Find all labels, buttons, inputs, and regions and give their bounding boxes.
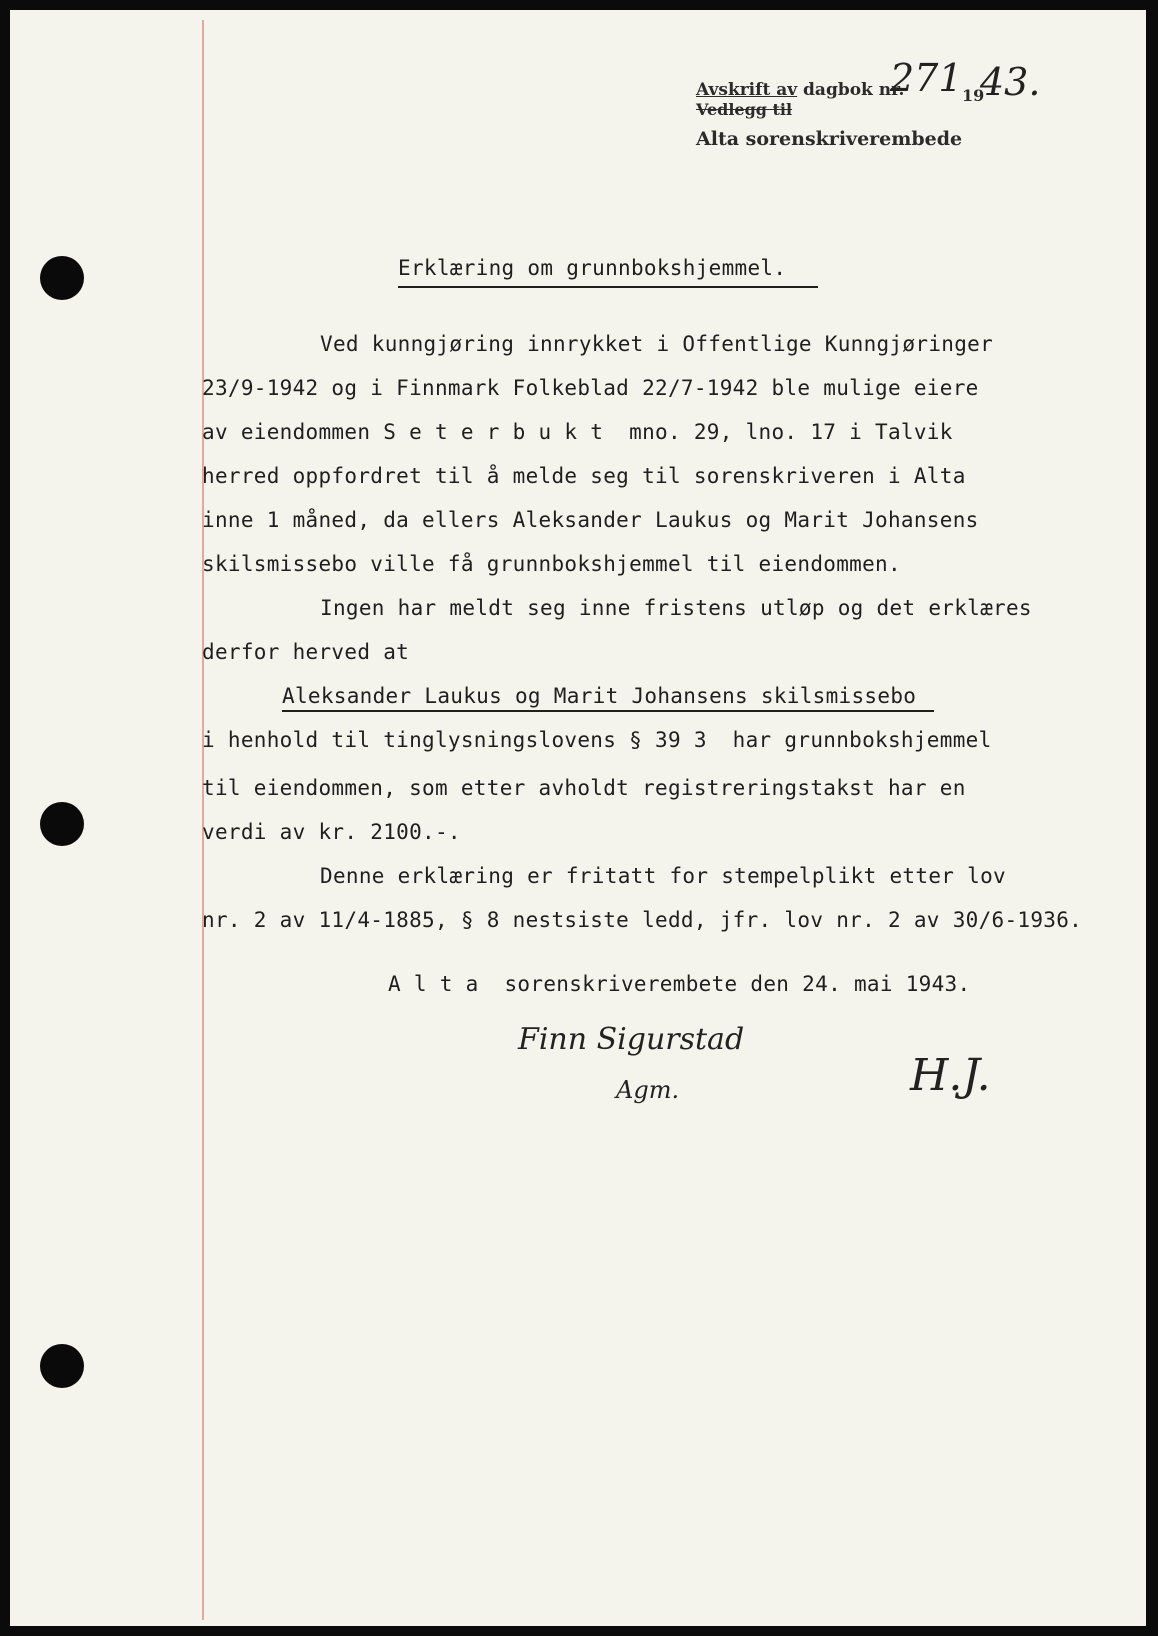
initials: H.J. [910,1050,991,1101]
body-line: derfor herved at [202,640,410,664]
body-line: nr. 2 av 11/4-1885, § 8 nestsiste ledd, jfr. lov nr. 2 av 30/6-1936. [202,908,1083,932]
document-title: Erklæring om grunnbokshjemmel. [398,256,787,280]
body-line: til eiendommen, som etter avholdt registreringstakst har en [202,776,966,800]
body-line: i henhold til tinglysningslovens § 39 3 har grunnbokshjemmel [202,728,992,752]
title-underline [398,286,818,288]
signature-title: Agm. [616,1076,680,1104]
body-line: herred oppfordret til å melde seg til sorenskriveren i Alta [202,464,966,488]
stamp-vedlegg: Vedlegg til [696,100,793,119]
document-page [10,10,1146,1626]
body-line: av eiendommen S e t e r b u k t mno. 29, lno. 17 i Talvik [202,420,953,444]
body-line: skilsmissebo ville få grunnbokshjemmel til eiendommen. [202,552,901,576]
punch-hole [40,802,84,846]
body-line: Ingen har meldt seg inne fristens utløp og det erklæres [320,596,1032,620]
stamp-year-prefix: 19 [962,86,985,105]
body-line: 23/9-1942 og i Finnmark Folkeblad 22/7-1942 ble mulige eiere [202,376,979,400]
punch-hole [40,256,84,300]
body-line: verdi av kr. 2100.-. [202,820,461,844]
header-stamp [696,80,904,100]
place-date-line: A l t a sorenskriverembete den 24. mai 1943. [388,972,971,996]
signature: Finn Sigurstad [518,1022,745,1057]
owner-name: Aleksander Laukus og Marit Johansens skilsmissebo [282,684,917,708]
owner-underline [282,710,934,712]
handwritten-year: 43. [980,60,1041,104]
body-line: Ved kunngjøring innrykket i Offentlige Kunngjøringer [320,332,994,356]
body-line: Denne erklæring er fritatt for stempelplikt etter lov [320,864,1006,888]
stamp-dagbok: dagbok nr. [803,80,905,100]
punch-hole [40,1344,84,1388]
body-line: inne 1 måned, da ellers Aleksander Laukus og Marit Johansens [202,508,979,532]
stamp-avskrift: Avskrift av [696,80,798,100]
stamp-office: Alta sorenskriverembede [696,128,963,150]
handwritten-journal-number: 271 [890,56,963,100]
